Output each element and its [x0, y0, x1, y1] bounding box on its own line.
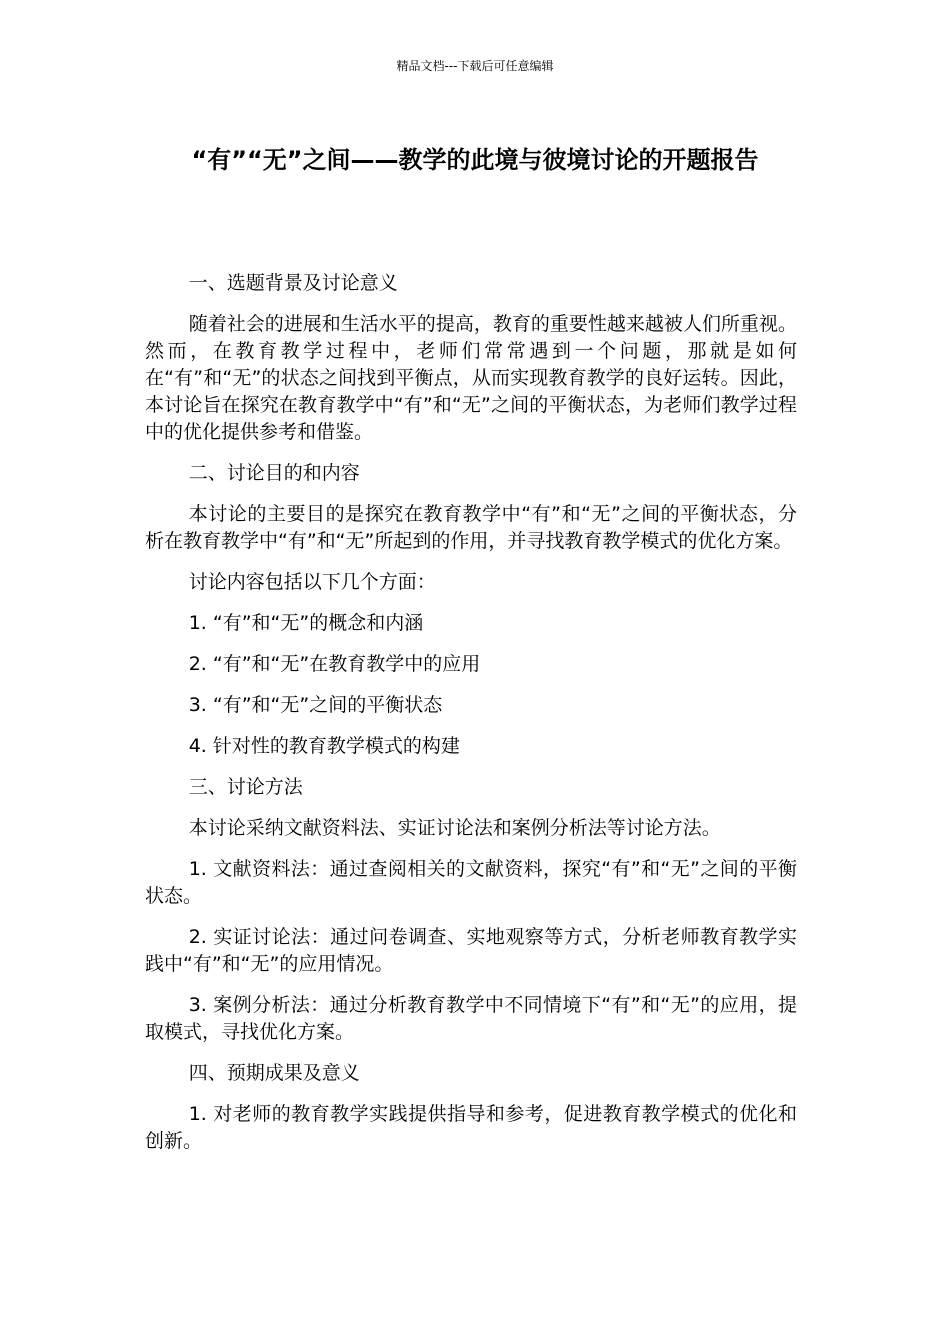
- paragraph-background: 随着社会的进展和生活水平的提高，教育的重要性越来越被人们所重视。然而，在教育教学过程中，老师们常常遇到一个问题，那就是如何在“有”和“无”的状态之间找到平衡点，从而实现教育教学的良好运转。因此，本讨论旨在探究在教育教学中“有”和“无”之间的平衡状态，为老师们教学过程中的优化提供参考和借鉴。: [145, 313, 797, 443]
- section-heading-purpose: 二、讨论目的和内容: [188, 462, 360, 484]
- list-item-content-1: 1. “有”和“无”的概念和内涵: [188, 612, 424, 634]
- list-item-content-2: 2. “有”和“无”在教育教学中的应用: [188, 653, 481, 675]
- paragraph-methods-intro: 本讨论采纳文献资料法、实证讨论法和案例分析法等讨论方法。: [188, 817, 721, 839]
- document-title: “有”“无”之间——教学的此境与彼境讨论的开题报告: [191, 146, 759, 174]
- section-heading-outcomes: 四、预期成果及意义: [188, 1062, 360, 1084]
- list-item-method-3: 3. 案例分析法：通过分析教育教学中不同情境下“有”和“无”的应用，提取模式，寻找优化方案。: [145, 994, 797, 1043]
- list-item-content-3: 3. “有”和“无”之间的平衡状态: [188, 694, 443, 716]
- paragraph-content-intro: 讨论内容包括以下几个方面：: [188, 571, 436, 593]
- section-heading-background: 一、选题背景及讨论意义: [188, 272, 398, 294]
- list-item-method-2: 2. 实证讨论法：通过问卷调查、实地观察等方式，分析老师教育教学实践中“有”和“无”的应用情况。: [145, 926, 797, 975]
- list-item-outcome-1: 1. 对老师的教育教学实践提供指导和参考，促进教育教学模式的优化和创新。: [145, 1103, 797, 1152]
- page-header: 精品文档---下载后可任意编辑: [396, 59, 554, 73]
- document-body: [145, 270, 797, 1169]
- section-heading-methods: 三、讨论方法: [188, 776, 303, 798]
- list-item-content-4: 4. 针对性的教育教学模式的构建: [188, 735, 460, 757]
- list-item-method-1: 1. 文献资料法：通过查阅相关的文献资料，探究“有”和“无”之间的平衡状态。: [145, 858, 797, 907]
- paragraph-purpose: 本讨论的主要目的是探究在教育教学中“有”和“无”之间的平衡状态，分析在教育教学中“有”和“无”所起到的作用，并寻找教育教学模式的优化方案。: [145, 503, 797, 552]
